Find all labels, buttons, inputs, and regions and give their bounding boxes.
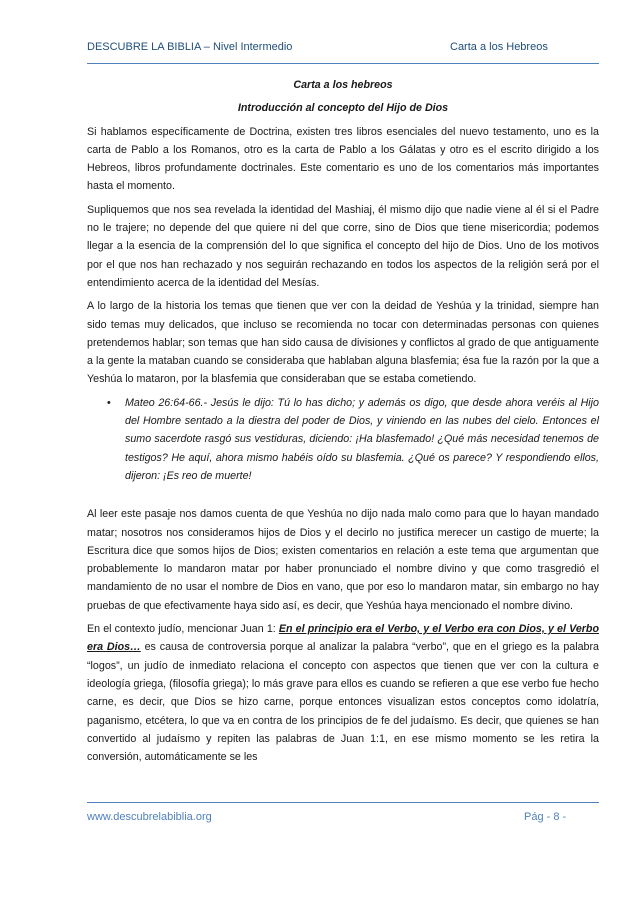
- paragraph-5: [87, 620, 599, 766]
- header-left-text: DESCUBRE LA BIBLIA – Nivel Intermedio: [87, 41, 293, 53]
- scripture-quote-text: Mateo 26:64-66.- Jesús le dijo: Tú lo has dicho; y además os digo, que desde ahora veréis al Hijo del Hombre sentado a la diestra del poder de Dios, y viniendo en las nubes del cielo. Entonces el sumo sacerdote rasgó sus vestiduras, diciendo: ¡Ha blasfemado! ¿Qué más necesidad tenemos de testigos? He aquí, ahora mismo habéis oído su blasfemia. ¿Qué os parece? Y respondiendo ellos, dijeron: ¡Es reo de muerte!: [125, 396, 599, 482]
- paragraph-5-rest: es causa de controversia porque al analizar la palabra “verbo”, que en el griego es la palabra “logos”, un judío de inmediato relaciona el concepto con aspectos que tienen que ver con la cultura e ideología griega, (filosofía griega); lo más grave para ellos es cuando se refieren a que ese verbo fue hecho carne, es decir, que Dios se hizo carne, porque entonces visualizan estos conceptos como idolatría, paganismo, etcétera, lo que va en contra de los principios de fe del judaísmo. Es decir, que quienes se han convertido al judaísmo y repiten las palabras de Juan 1:1, en ese mismo momento se les retira la conversión, automáticamente se les: [87, 641, 599, 764]
- paragraph-5-emphasis: En el principio era el Verbo, y el Verbo era con Dios, y el Verbo era Dios…: [87, 623, 599, 654]
- header-right-text: Carta a los Hebreos: [450, 41, 548, 53]
- footer-rule: [87, 802, 599, 803]
- bullet-icon: •: [107, 396, 111, 409]
- paragraph-2: Supliquemos que nos sea revelada la identidad del Mashiaj, él mismo dijo que nadie viene al él si el Padre no le trajere; no depende del que quiere ni del que corre, sino de Dios que tiene misericordia; podemos llegar a la esencia de la comprensión del lo que significa el concepto del hijo de Dios. Uno de los motivos por el que nos han rechazado y nos seguirán rechazando en todos los aspectos de la religión será por el entendimiento acerca de la identidad del Mesías.: [87, 203, 599, 289]
- document-subtitle: Introducción al concepto del Hijo de Dios: [237, 102, 449, 115]
- paragraph-5-intro: En el contexto judío, mencionar Juan 1:: [87, 623, 279, 636]
- footer-website-link[interactable]: www.descubrelabiblia.org: [87, 811, 212, 823]
- paragraph-4: Al leer este pasaje nos damos cuenta de que Yeshúa no dijo nada malo como para que lo hayan mandado matar; nosotros nos consideramos hijos de Dios y el decirlo no justifica merecer un castigo de muerte; la Escritura dice que somos hijos de Dios; existen comentarios en relación a este tema que argumentan que probablemente lo mandaron matar por haber pronunciado el nombre divino y que como trasgredió el mandamiento de no usar el nombre de Dios en vano, que por eso lo mandaron matar, sin embargo no hay pruebas de que efectivamente haya sido así, es decir, que Yeshúa haya mencionado el nombre divino.: [87, 508, 599, 612]
- page-footer: [87, 811, 599, 827]
- paragraph-3: A lo largo de la historia los temas que tienen que ver con la deidad de Yeshúa y la trinidad, siempre han sido temas muy delicados, que incluso se recomienda no tocar con determinadas personas con quienes pretendemos hablar; son temas que han sido causa de divisiones y conflictos al grado de que antiguamente a la gente la mataban cuando se consideraba que hablaban alguna blasfemia; ésa fue la razón por la que a Yeshúa lo mataron, por la blasfemia que consideraban que se estaba cometiendo.: [87, 300, 599, 386]
- scripture-quote: [107, 394, 599, 485]
- document-title: Carta a los hebreos: [293, 79, 393, 91]
- scripture-quote-list: [87, 394, 599, 485]
- page-content: [87, 76, 599, 771]
- header-rule: [87, 63, 599, 64]
- paragraph-1: Si hablamos específicamente de Doctrina, existen tres libros esenciales del nuevo testamento, uno es la carta de Pablo a los Romanos, otro es la carta de Pablo a los Gálatas y otro es el escrito dirigido a los Hebreos, libros profundamente doctrinales. Este comentario es uno de los comentarios más importantes hasta el momento.: [87, 125, 599, 193]
- page-header: [87, 41, 599, 57]
- page-number: Pág - 8 -: [524, 811, 567, 823]
